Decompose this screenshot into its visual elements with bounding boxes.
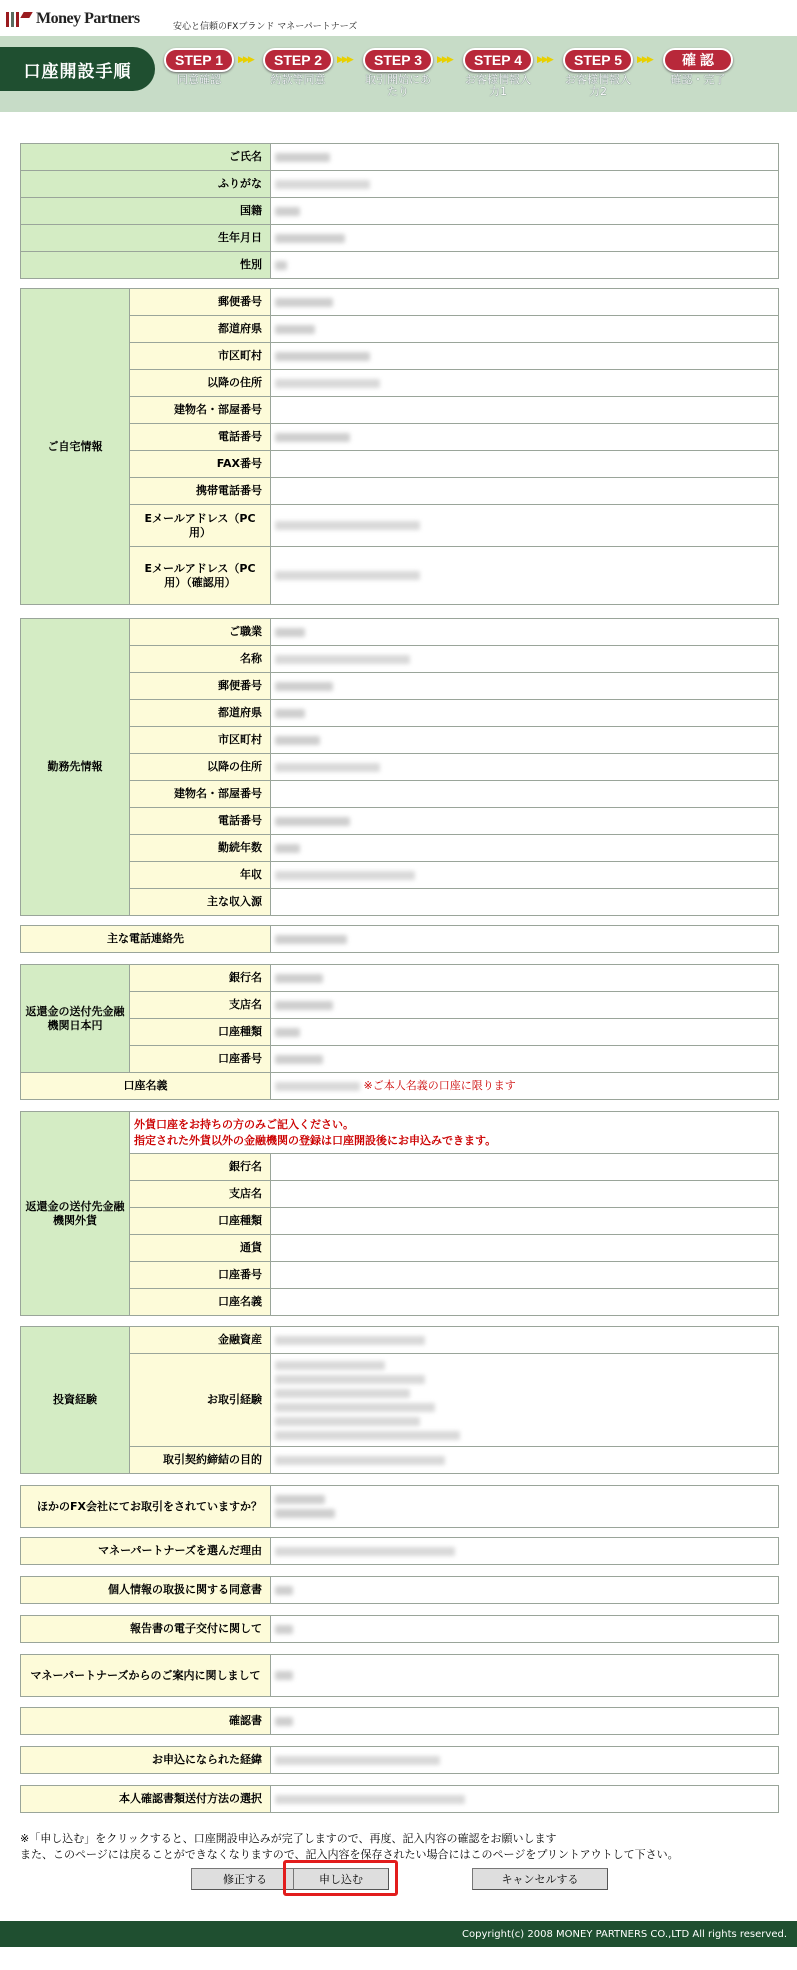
- step-4-caption: お客様情報入力1: [465, 73, 531, 98]
- id-delivery-section: [20, 1785, 779, 1813]
- label-main-contact: 主な電話連絡先: [21, 926, 271, 953]
- value-home-prefecture: [271, 316, 779, 343]
- masked-value: [275, 180, 370, 189]
- value-nationality: [271, 198, 779, 225]
- masked-value: [275, 1586, 293, 1595]
- value-work-zip: [271, 673, 779, 700]
- main-contact-section: [20, 925, 779, 953]
- label-fx-account-number: 口座番号: [130, 1262, 271, 1289]
- label-other-fx: ほかのFX会社にてお取引をされていますか？: [21, 1486, 271, 1528]
- newsletter-section: [20, 1654, 779, 1697]
- referral-section: [20, 1746, 779, 1774]
- reason-section: [20, 1537, 779, 1565]
- masked-value: [275, 736, 320, 745]
- label-income-source: 主な収入源: [130, 889, 271, 916]
- home-info-section: [20, 288, 779, 605]
- masked-value: [275, 871, 415, 880]
- masked-value: [275, 974, 323, 983]
- label-home-building: 建物名・部屋番号: [130, 397, 271, 424]
- step-3: [363, 48, 433, 98]
- value-work-phone: [271, 808, 779, 835]
- masked-value: [275, 1361, 385, 1370]
- step-3-caption: 取引開始にあたり: [365, 73, 431, 98]
- label-name: ご氏名: [21, 144, 271, 171]
- value-id-delivery: [271, 1786, 779, 1813]
- investment-section: [20, 1326, 779, 1474]
- value-account-number: [271, 1046, 779, 1073]
- cancel-button[interactable]: キャンセルする: [472, 1868, 608, 1890]
- group-bank-fx: 返還金の送付先金融機関外貨: [21, 1112, 130, 1316]
- step-arrow-icon: ▶▶▶: [637, 55, 652, 65]
- value-main-contact: [271, 926, 779, 953]
- masked-value: [275, 1431, 460, 1440]
- masked-value: [275, 682, 333, 691]
- masked-value: [275, 352, 370, 361]
- label-occupation: ご職業: [130, 619, 271, 646]
- value-branch-name: [271, 992, 779, 1019]
- masked-value: [275, 655, 410, 664]
- label-account-number: 口座番号: [130, 1046, 271, 1073]
- personal-info-section: [20, 143, 779, 279]
- site-footer: [0, 1921, 797, 1970]
- label-branch-name: 支店名: [130, 992, 271, 1019]
- masked-value: [275, 1547, 455, 1556]
- label-home-zip: 郵便番号: [130, 289, 271, 316]
- value-trade-purpose: [271, 1447, 779, 1474]
- value-work-prefecture: [271, 700, 779, 727]
- masked-value: [275, 1389, 410, 1398]
- group-home: ご自宅情報: [21, 289, 130, 605]
- value-fx-account-type: [271, 1208, 779, 1235]
- step-2-caption: 約款等同意: [270, 73, 326, 86]
- foreign-currency-notice-1: 外貨口座をお持ちの方のみご記入ください。: [134, 1117, 354, 1131]
- value-fx-account-holder: [271, 1289, 779, 1316]
- masked-value: [275, 571, 420, 580]
- value-bank-name: [271, 965, 779, 992]
- e-report-section: [20, 1615, 779, 1643]
- foreign-currency-notice: [130, 1112, 779, 1154]
- value-home-phone: [271, 424, 779, 451]
- masked-value: [275, 844, 300, 853]
- value-e-report: [271, 1616, 779, 1643]
- masked-value: [275, 817, 350, 826]
- masked-value: [275, 1028, 300, 1037]
- label-home-city: 市区町村: [130, 343, 271, 370]
- value-home-city: [271, 343, 779, 370]
- masked-value: [275, 1795, 465, 1804]
- step-5-pill: STEP 5: [563, 48, 633, 72]
- masked-value: [275, 1509, 335, 1518]
- masked-value: [275, 628, 305, 637]
- masked-value: [275, 763, 380, 772]
- label-work-building: 建物名・部屋番号: [130, 781, 271, 808]
- label-company-name: 名称: [130, 646, 271, 673]
- value-occupation: [271, 619, 779, 646]
- label-furigana: ふりがな: [21, 171, 271, 198]
- value-fx-bank-name: [271, 1154, 779, 1181]
- masked-value: [275, 1417, 420, 1426]
- value-reason: [271, 1538, 779, 1565]
- value-confirmation-doc: [271, 1708, 779, 1735]
- step-4-pill: STEP 4: [463, 48, 533, 72]
- step-1: [164, 48, 234, 86]
- masked-value: [275, 234, 345, 243]
- label-account-type: 口座種類: [130, 1019, 271, 1046]
- value-fx-currency: [271, 1235, 779, 1262]
- masked-value: [275, 325, 315, 334]
- step-progress-bar: [0, 36, 797, 112]
- label-e-report: 報告書の電子交付に関して: [21, 1616, 271, 1643]
- masked-value: [275, 379, 380, 388]
- value-other-fx: [271, 1486, 779, 1528]
- other-fx-section: [20, 1485, 779, 1528]
- submit-notice-line-2: また、このページには戻ることができなくなりますので、記入内容を保存されたい場合にはこのページをプリントアウトして下さい。: [20, 1848, 679, 1861]
- label-home-address: 以降の住所: [130, 370, 271, 397]
- value-name: [271, 144, 779, 171]
- step-confirm-caption: 確認・完了: [670, 73, 726, 86]
- label-confirmation-doc: 確認書: [21, 1708, 271, 1735]
- group-work: 勤務先情報: [21, 619, 130, 916]
- masked-value: [275, 433, 350, 442]
- label-home-phone: 電話番号: [130, 424, 271, 451]
- confirmation-doc-section: [20, 1707, 779, 1735]
- value-income-source: [271, 889, 779, 916]
- value-home-email-confirm: [271, 547, 779, 605]
- value-company-name: [271, 646, 779, 673]
- masked-value: [275, 709, 305, 718]
- privacy-consent-section: [20, 1576, 779, 1604]
- label-home-mobile: 携帯電話番号: [130, 478, 271, 505]
- label-fx-currency: 通貨: [130, 1235, 271, 1262]
- label-work-address: 以降の住所: [130, 754, 271, 781]
- label-work-city: 市区町村: [130, 727, 271, 754]
- label-fx-branch-name: 支店名: [130, 1181, 271, 1208]
- masked-value: [275, 1082, 360, 1091]
- value-trading-experience: [271, 1354, 779, 1447]
- label-reason: マネーパートナーズを選んだ理由: [21, 1538, 271, 1565]
- logo-mark-icon: [6, 12, 31, 27]
- submit-notice-line-1: ※「申し込む」をクリックすると、口座開設申込みが完了しますので、再度、記入内容の確認をお願いします: [20, 1832, 557, 1845]
- masked-value: [275, 1375, 425, 1384]
- copyright-text: Copyright(c) 2008 MONEY PARTNERS CO.,LTD All rights reserved.: [462, 1928, 787, 1940]
- masked-value: [275, 1055, 323, 1064]
- masked-value: [275, 1403, 435, 1412]
- value-years-employed: [271, 835, 779, 862]
- label-referral: お申込になられた経緯: [21, 1747, 271, 1774]
- value-home-building: [271, 397, 779, 424]
- label-work-phone: 電話番号: [130, 808, 271, 835]
- value-furigana: [271, 171, 779, 198]
- label-bank-name: 銀行名: [130, 965, 271, 992]
- label-account-holder: 口座名義: [21, 1073, 271, 1100]
- label-home-prefecture: 都道府県: [130, 316, 271, 343]
- copyright-bar: [0, 1921, 797, 1947]
- value-financial-assets: [271, 1327, 779, 1354]
- step-2-pill: STEP 2: [263, 48, 333, 72]
- submit-notice: [20, 1831, 779, 1863]
- masked-value: [275, 1717, 293, 1726]
- bank-jpy-section: [20, 964, 779, 1100]
- step-confirm: [663, 48, 733, 86]
- brand-logo[interactable]: [6, 10, 140, 28]
- value-home-address: [271, 370, 779, 397]
- step-arrow-icon: ▶▶▶: [238, 55, 253, 65]
- submit-button[interactable]: 申し込む: [293, 1868, 389, 1890]
- label-trading-experience: お取引経験: [130, 1354, 271, 1447]
- step-1-caption: 同意確認: [177, 73, 221, 86]
- label-home-email: Eメールアドレス（PC用）: [130, 505, 271, 547]
- step-arrow-icon: ▶▶▶: [537, 55, 552, 65]
- value-home-email: [271, 505, 779, 547]
- work-info-section: [20, 618, 779, 916]
- label-work-zip: 郵便番号: [130, 673, 271, 700]
- label-fx-account-holder: 口座名義: [130, 1289, 271, 1316]
- label-work-prefecture: 都道府県: [130, 700, 271, 727]
- masked-value: [275, 298, 333, 307]
- step-5: [563, 48, 633, 98]
- value-account-type: [271, 1019, 779, 1046]
- label-birthdate: 生年月日: [21, 225, 271, 252]
- brand-tagline: 安心と信頼のFXブランド マネーパートナーズ: [173, 22, 358, 32]
- label-financial-assets: 金融資産: [130, 1327, 271, 1354]
- masked-value: [275, 1456, 445, 1465]
- step-arrow-icon: ▶▶▶: [437, 55, 452, 65]
- label-annual-income: 年収: [130, 862, 271, 889]
- site-header: [0, 0, 797, 36]
- label-home-email-confirm: Eメールアドレス（PC用）（確認用）: [130, 547, 271, 605]
- label-fx-bank-name: 銀行名: [130, 1154, 271, 1181]
- value-birthdate: [271, 225, 779, 252]
- value-referral: [271, 1747, 779, 1774]
- value-work-building: [271, 781, 779, 808]
- step-arrow-icon: ▶▶▶: [337, 55, 352, 65]
- value-work-address: [271, 754, 779, 781]
- label-privacy-consent: 個人情報の取扱に関する同意書: [21, 1577, 271, 1604]
- step-4: [463, 48, 533, 98]
- value-home-mobile: [271, 478, 779, 505]
- masked-value: [275, 521, 420, 530]
- value-privacy-consent: [271, 1577, 779, 1604]
- masked-value: [275, 1671, 293, 1680]
- step-confirm-pill: 確 認: [663, 48, 733, 72]
- edit-button[interactable]: 修正する: [191, 1868, 299, 1890]
- step-3-pill: STEP 3: [363, 48, 433, 72]
- masked-value: [275, 1495, 325, 1504]
- masked-value: [275, 1336, 425, 1345]
- group-investment: 投資経験: [21, 1327, 130, 1474]
- foreign-currency-notice-2: 指定された外貨以外の金融機関の登録は口座開設後にお申込みできます。: [134, 1133, 497, 1147]
- label-newsletter: マネーパートナーズからのご案内に関しまして: [21, 1655, 271, 1697]
- bank-fx-section: [20, 1111, 779, 1316]
- value-home-fax: [271, 451, 779, 478]
- masked-value: [275, 207, 300, 216]
- masked-value: [275, 261, 287, 270]
- value-gender: [271, 252, 779, 279]
- value-home-zip: [271, 289, 779, 316]
- account-holder-note: ※ご本人名義の口座に限ります: [363, 1079, 516, 1092]
- value-account-holder: [271, 1073, 779, 1100]
- label-home-fax: FAX番号: [130, 451, 271, 478]
- masked-value: [275, 935, 347, 944]
- group-bank-jpy: 返還金の送付先金融機関日本円: [21, 965, 130, 1073]
- brand-name: Money Partners: [36, 10, 140, 27]
- step-5-caption: お客様情報入力2: [565, 73, 631, 98]
- label-gender: 性別: [21, 252, 271, 279]
- label-years-employed: 勤続年数: [130, 835, 271, 862]
- value-annual-income: [271, 862, 779, 889]
- label-trade-purpose: 取引契約締結の目的: [130, 1447, 271, 1474]
- step-2: [263, 48, 333, 86]
- value-newsletter: [271, 1655, 779, 1697]
- label-fx-account-type: 口座種類: [130, 1208, 271, 1235]
- value-work-city: [271, 727, 779, 754]
- value-fx-account-number: [271, 1262, 779, 1289]
- masked-value: [275, 1756, 440, 1765]
- value-fx-branch-name: [271, 1181, 779, 1208]
- label-id-delivery: 本人確認書類送付方法の選択: [21, 1786, 271, 1813]
- masked-value: [275, 153, 330, 162]
- masked-value: [275, 1625, 293, 1634]
- masked-value: [275, 1001, 333, 1010]
- step-bar-title: 口座開設手順: [0, 47, 155, 91]
- step-1-pill: STEP 1: [164, 48, 234, 72]
- label-nationality: 国籍: [21, 198, 271, 225]
